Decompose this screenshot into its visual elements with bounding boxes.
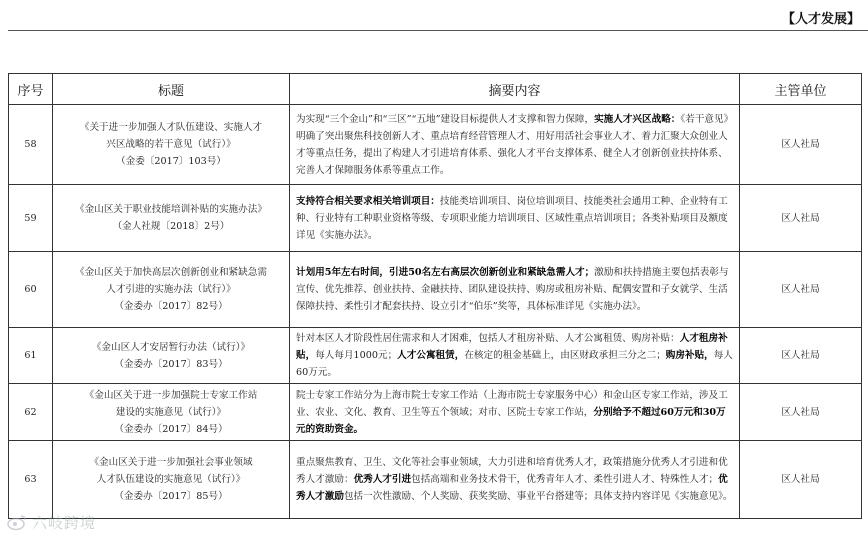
summary-highlight: 计划用5年左右时间，引进50名左右高层次创新创业和紧缺急需人才； [296,267,595,278]
row-title [53,328,290,384]
table-header-row [9,74,862,105]
summary-highlight: 支持符合相关要求相关培训项目： [296,195,440,207]
row-summary [290,328,740,384]
row-number: 63 [9,441,53,519]
title-line: （金委办〔2017〕85号） [114,491,228,502]
summary-highlight: 购房补贴， [665,350,714,361]
summary-text: 为实现“三个金山”和“三区”“五地”建设目标提供人才支撑和智力保障， [296,113,595,125]
title-line: 《金山区关于进一步加强院士专家工作站 [84,389,258,401]
table-row [9,252,862,328]
row-summary [290,105,740,185]
header-summary: 摘要内容 [290,74,740,105]
table-row [9,185,862,252]
summary-highlight: 人才公寓租赁， [397,350,465,361]
title-line: 建设的实施意见（试行）》 [115,406,227,418]
policy-table [8,73,862,519]
title-line: 兴区战略的若干意见（试行）》 [106,139,236,150]
row-title [53,252,290,328]
summary-text: 技能类培训项目、岗位培训项目、技能类社会通用工种、企业特有工种、行业特有工种职业资格等级、专项职业能力培训项目、区域性重点培训项目；各类补贴项目及额度详见《实施办法》。 [296,195,728,241]
row-title [53,384,290,441]
table-row [9,441,862,519]
row-unit: 区人社局 [740,384,862,441]
summary-text: 重点聚焦教育、卫生、文化等社会事业领域，大力引进和培育优秀人才，政策措施分优秀人才引进和优秀人才激励： [296,457,728,485]
weibo-logo-icon [6,513,28,531]
summary-highlight: 人才租房补贴， [296,333,728,361]
summary-text: 包括高端和业务技术骨干，优秀青年人才、柔性引进人才、特殊性人才； [411,474,719,485]
title-line: 《关于进一步加强人才队伍建设、实施人才 [79,122,263,133]
summary-highlight: 实施人才兴区战略： [594,113,681,125]
header-num: 序号 [9,74,53,105]
watermark [6,510,96,534]
section-tag: 【人才发展】 [781,12,860,27]
row-number: 60 [9,252,53,328]
title-line: （金委办〔2017〕84号） [114,423,228,435]
summary-highlight: 分别给予不超过60万元和30万元的资助资金。 [296,406,726,435]
row-unit: 区人社局 [740,252,862,328]
table-row [9,384,862,441]
row-unit: 区人社局 [740,185,862,252]
row-summary [290,384,740,441]
summary-text: 院士专家工作站分为上海市院士专家工作站（上海市院士专家服务中心）和金山区专家工作站，涉及工业、农业、文化、教育、卫生等五个领域；对市、区院士专家工作站， [296,389,728,418]
summary-text: 《若干意见》明确了突出聚焦科技创新人才、重点培育经营管理人才、用好用活社会事业人才、着力汇聚大众创业人才等重点任务，提出了构建人才引进培育体系、强化人才平台支撑体系、健全人才创新创业扶持体系、完善人才保障服务体系等重点工作。 [296,113,734,176]
summary-text: 包括一次性激励、个人奖励、获奖奖励、事业平台搭建等；具体支持内容详见《实施意见》。 [343,491,733,502]
row-number: 61 [9,328,53,384]
summary-text: 在核定的租金基础上，由区财政承担三分之二； [464,350,666,361]
header-unit: 主管单位 [740,74,862,105]
row-unit: 区人社局 [740,105,862,185]
summary-text: 针对本区人才阶段性居住需求和人才困难，包括人才租房补贴、人才公寓租赁、购房补贴： [296,333,680,344]
header-rule [8,30,868,31]
row-unit: 区人社局 [740,441,862,519]
title-line: 《金山区关于进一步加强社会事业领域 [89,457,253,468]
row-summary [290,441,740,519]
watermark-text: 六岐跨境 [32,513,97,532]
row-number: 59 [9,185,53,252]
title-line: 人才引进的实施办法（试行）》 [106,284,236,295]
title-line: 《金山区人才安居暂行办法（试行）》 [91,341,251,353]
table-row [9,328,862,384]
title-line: （金委〔2017〕103号） [116,156,226,167]
row-title [53,105,290,185]
title-line: 《金山区关于职业技能培训补贴的实施办法》 [75,204,267,215]
summary-highlight: 优秀人才引进 [353,474,412,485]
header-title: 标题 [53,74,290,105]
row-summary [290,252,740,328]
title-line: （金委办〔2017〕82号） [114,301,228,312]
row-number: 62 [9,384,53,441]
row-summary [290,185,740,252]
table-row [9,105,862,185]
title-line: （金委办〔2017〕83号） [114,358,228,370]
summary-text: 每人每月1000元； [315,350,398,361]
row-title [53,185,290,252]
row-number: 58 [9,105,53,185]
title-line: （金人社规〔2018〕2号） [112,221,230,232]
summary-text: 每人60万元。 [296,350,733,378]
row-unit: 区人社局 [740,328,862,384]
title-line: 人才队伍建设的实施意见（试行）》 [96,474,246,485]
summary-highlight: 优秀人才激励 [296,474,728,502]
row-title [53,441,290,519]
summary-text: 激励和扶持措施主要包括表彰与宣传、优先推荐、创业扶持、金融扶持、团队建设扶持、购房或租房补贴、配偶安置和子女就学、生活保障扶持、柔性引才配套扶持、设立引才“伯乐”奖等，具体标准详见《实施办法》。 [296,267,729,312]
title-line: 《金山区关于加快高层次创新创业和紧缺急需 [75,267,267,278]
